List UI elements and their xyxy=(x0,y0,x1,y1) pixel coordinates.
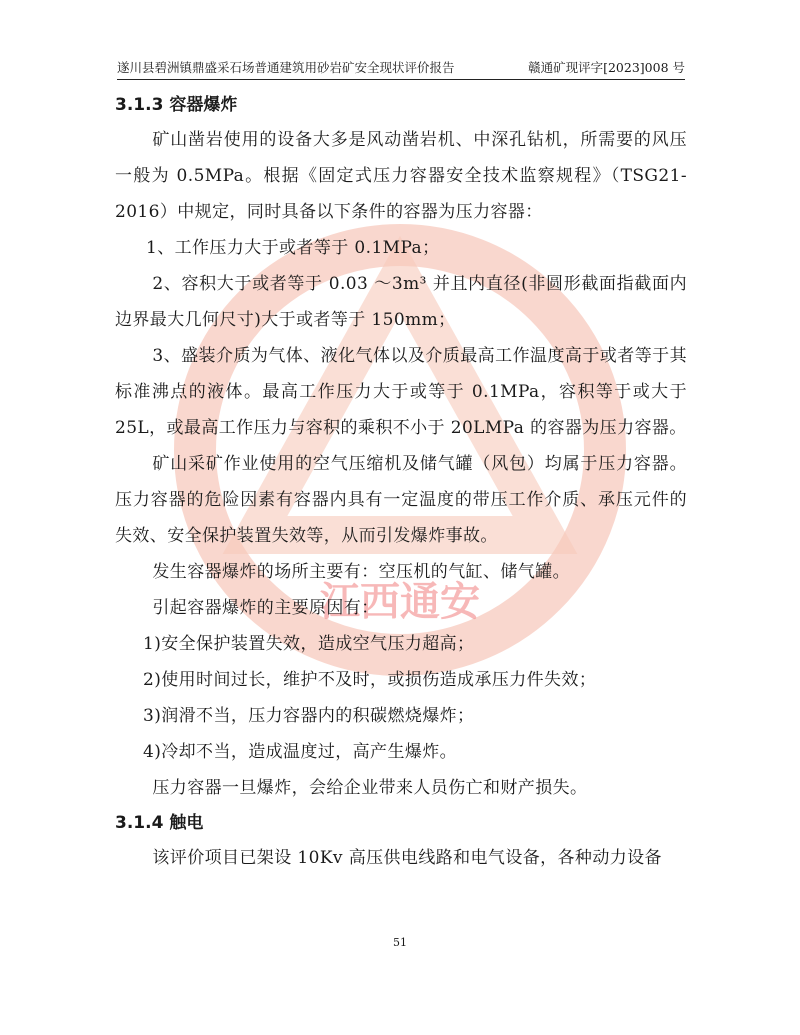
condition-item: 2、容积大于或者等于 0.03 ～3m³ 并且内直径(非圆形截面指截面内边界最大几何尺寸)大于或者等于 150mm； xyxy=(115,274,687,330)
paragraph: 引起容器爆炸的主要原因有： xyxy=(152,598,379,618)
watermark-text: 江西通安 xyxy=(320,579,480,625)
cause-item: 4)冷却不当，造成温度过，高产生爆炸。 xyxy=(143,742,458,762)
paragraph: 发生容器爆炸的场所主要有：空压机的气缸、储气罐。 xyxy=(152,562,570,582)
header-report-title: 遂川县碧洲镇鼎盛采石场普通建筑用砂岩矿安全现状评价报告 xyxy=(117,60,455,75)
cause-item: 2)使用时间过长，维护不及时，或损伤造成承压力件失效； xyxy=(143,670,597,690)
page-number: 51 xyxy=(393,936,407,949)
header-document-number: 赣通矿现评字[2023]008 号 xyxy=(528,60,685,75)
section-heading-container-explosion: 3.1.3 容器爆炸 xyxy=(115,95,238,115)
cause-item: 1)安全保护装置失效，造成空气压力超高； xyxy=(143,634,475,654)
paragraph: 压力容器一旦爆炸，会给企业带来人员伤亡和财产损失。 xyxy=(152,778,588,798)
section-heading-electric-shock: 3.1.4 触电 xyxy=(115,813,204,833)
condition-item: 1、工作压力大于或者等于 0.1MPa； xyxy=(146,238,440,258)
paragraph: 该评价项目已架设 10Kv 高压供电线路和电气设备，各种动力设备 xyxy=(152,848,662,868)
condition-item: 3、盛装介质为气体、液化气体以及介质最高工作温度高于或者等于其标准沸点的液体。最高工作压力大于或等于 0.1MPa，容积等于或大于 25L，或最高工作压力与容积的乘积不小于 20LMPa 的容器为压力容器。 xyxy=(115,346,687,438)
page-header xyxy=(117,52,685,80)
cause-item: 3)润滑不当，压力容器内的积碳燃烧爆炸； xyxy=(143,706,475,726)
paragraph: 矿山凿岩使用的设备大多是风动凿岩机、中深孔钻机，所需要的风压一般为 0.5MPa。根据《固定式压力容器安全技术监察规程》（TSG21-2016）中规定，同时具备以下条件的容器为压力容器： xyxy=(115,130,687,222)
page-body xyxy=(115,88,687,876)
paragraph: 矿山采矿作业使用的空气压缩机及储气罐（风包）均属于压力容器。压力容器的危险因素有容器内具有一定温度的带压工作介质、承压元件的失效、安全保护装置失效等，从而引发爆炸事故。 xyxy=(115,454,687,546)
